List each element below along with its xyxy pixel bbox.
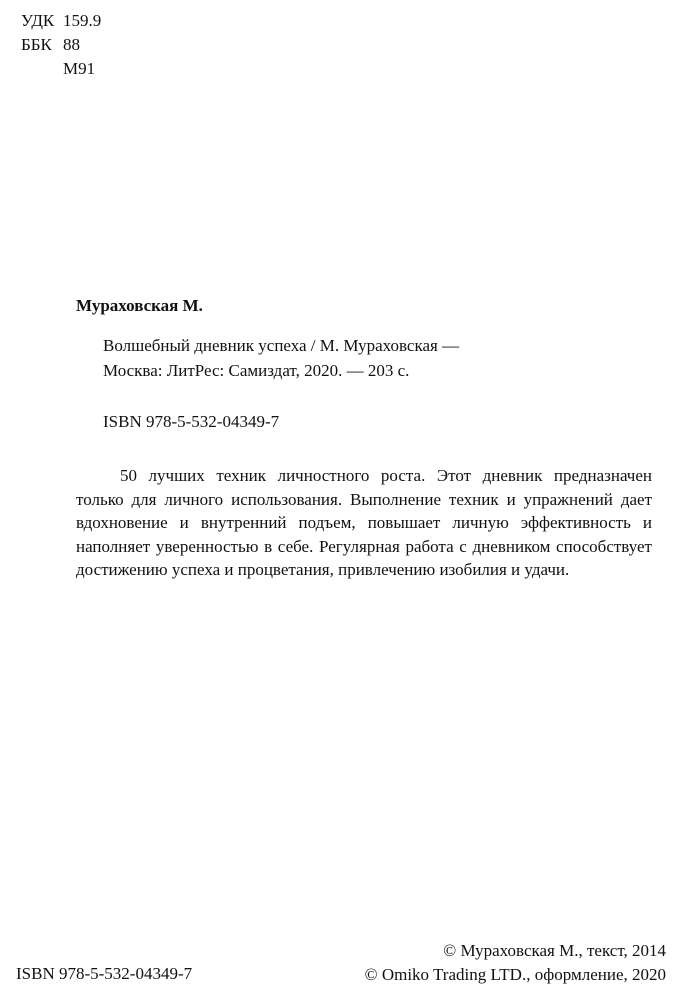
author-mark: М91: [63, 59, 96, 78]
author-mark-row: [21, 57, 101, 81]
classification-codes: [21, 9, 101, 81]
udk-row: [21, 9, 101, 33]
annotation: 50 лучших техник личностного роста. Этот дневник предназначен только для личного использования. Выполнение техник и упражнений дает вдохновение и внутренний подъем, повышает личную эффективность и наполняет уверенностью в себе. Регулярная работа с дневником способствует достижению успеха и процветания, привлечению изобилия и удачи.: [76, 466, 652, 579]
copyright-design: © Omiko Trading LTD., оформление, 2020: [364, 965, 666, 984]
author-heading: Мураховская М.: [76, 296, 203, 315]
isbn: ISBN 978-5-532-04349-7: [103, 412, 280, 431]
udk-value: 159.9: [63, 11, 102, 30]
bbk-row: [21, 33, 101, 57]
copyright-block: [365, 939, 666, 987]
footer-isbn: ISBN 978-5-532-04349-7: [16, 964, 193, 983]
udk-label: УДК: [21, 11, 55, 30]
bbk-value: 88: [63, 35, 80, 54]
bbk-label: ББК: [21, 35, 52, 54]
copyright-text: © Мураховская М., текст, 2014: [443, 941, 666, 960]
title-line: Волшебный дневник успеха / М. Мураховская —: [103, 336, 460, 355]
imprint-line: Москва: ЛитРес: Самиздат, 2020. — 203 с.: [103, 361, 410, 380]
bibliographic-description: [103, 333, 603, 383]
